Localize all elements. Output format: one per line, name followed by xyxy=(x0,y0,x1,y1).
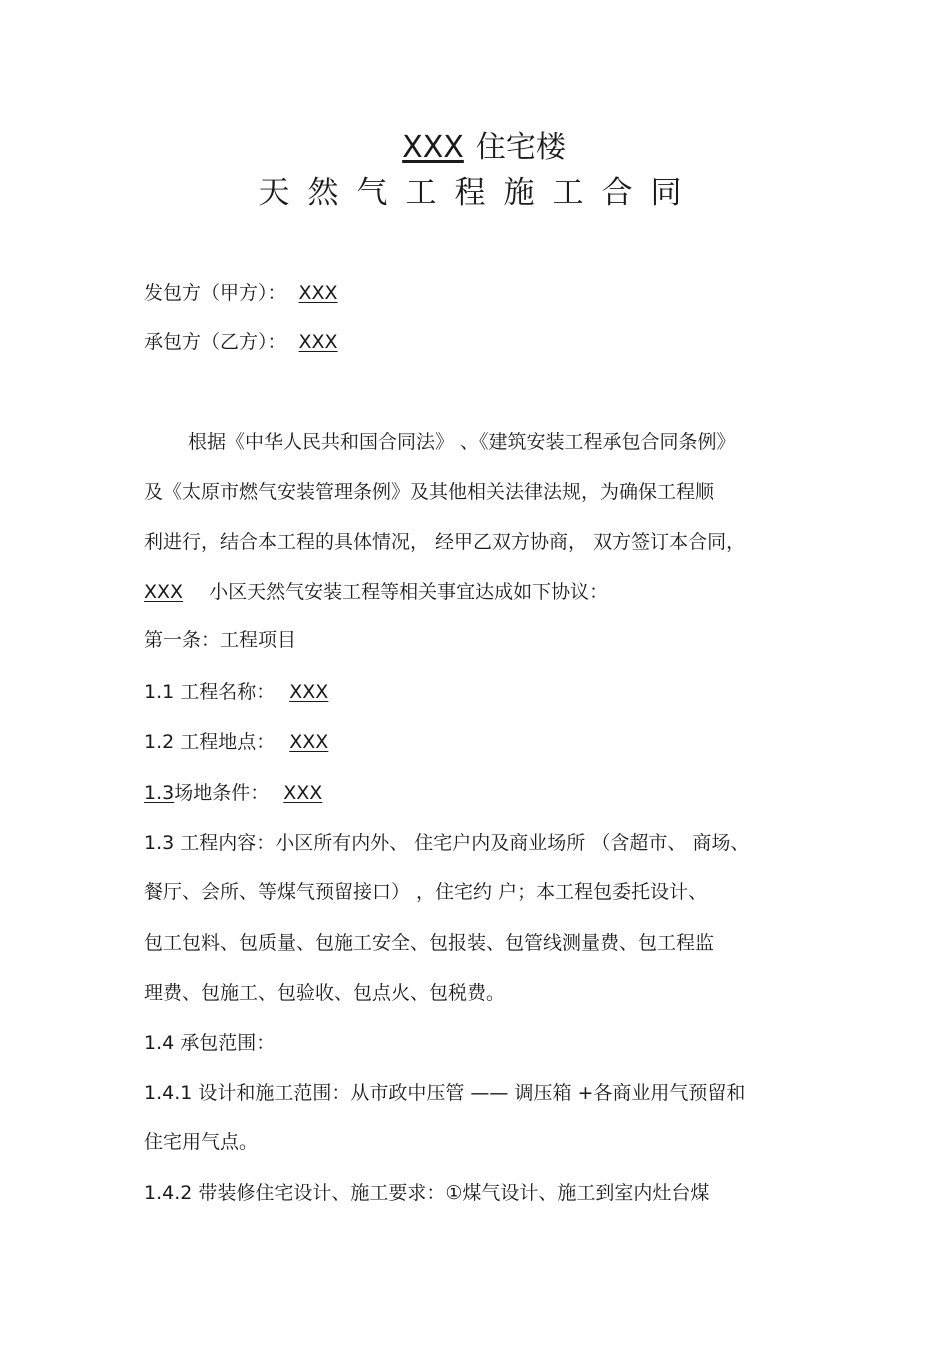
preamble-line-3: 利进行，结合本工程的具体情况， 经甲乙双方协商， 双方签订本合同， xyxy=(144,531,746,553)
item-1-3b-line-3: 包工包料、包质量、包施工安全、包报装、包管线测量费、包工程监 xyxy=(144,932,715,954)
title-project-line xyxy=(0,128,950,168)
party-a-value: XXX xyxy=(298,282,338,304)
item-1-4-1-line-1: 1.4.1 设计和施工范围：从市政中压管 —— 调压箱 +各商业用气预留和 xyxy=(144,1082,746,1104)
project-name: XXX xyxy=(402,130,464,165)
item-1-1-value: XXX xyxy=(289,681,329,703)
preamble-line-4-text: 小区天然气安装工程等相关事宜达成如下协议： xyxy=(209,581,609,603)
preamble-line-4 xyxy=(144,580,608,604)
community-name: XXX xyxy=(144,581,184,603)
item-1-3a xyxy=(144,781,322,805)
preamble-line-1: 根据《中华人民共和国合同法》 、《建筑安装工程承包合同条例》 xyxy=(188,431,736,453)
party-b-line xyxy=(144,330,338,354)
item-1-2 xyxy=(144,730,328,754)
article-1-heading: 第一条：工程项目 xyxy=(144,629,297,651)
party-a-label: 发包方（甲方）： xyxy=(144,282,287,304)
contract-title: 天然气工程施工合同 xyxy=(258,175,700,211)
item-1-2-label: 1.2 工程地点： xyxy=(144,731,276,753)
item-1-2-value: XXX xyxy=(289,731,329,753)
item-1-4-1-line-2: 住宅用气点。 xyxy=(144,1131,259,1153)
item-1-3b-line-1: 1.3 工程内容：小区所有内外、 住宅户内及商业场所 （含超市、 商场、 xyxy=(144,832,750,854)
preamble-line-2: 及《太原市燃气安装管理条例》及其他相关法律法规，为确保工程顺 xyxy=(144,481,715,503)
party-b-value: XXX xyxy=(298,331,338,353)
item-1-4-2-line-1: 1.4.2 带装修住宅设计、施工要求：①煤气设计、施工到室内灶台煤 xyxy=(144,1182,710,1204)
building-label: 住宅楼 xyxy=(475,130,566,165)
party-a-line xyxy=(144,281,338,305)
item-1-3a-num: 1.3 xyxy=(144,782,175,804)
item-1-3b-line-4: 理费、包施工、包验收、包点火、包税费。 xyxy=(144,982,506,1004)
item-1-3a-label: 场地条件： xyxy=(174,782,270,804)
item-1-1-label: 1.1 工程名称： xyxy=(144,681,276,703)
item-1-3a-value: XXX xyxy=(283,782,323,804)
item-1-3b-line-2: 餐厅、会所、等煤气预留接口） ，住宅约 户；本工程包委托设计、 xyxy=(144,881,708,903)
party-b-label: 承包方（乙方）： xyxy=(144,331,287,353)
item-1-1 xyxy=(144,680,328,704)
item-1-4: 1.4 承包范围： xyxy=(144,1032,276,1054)
